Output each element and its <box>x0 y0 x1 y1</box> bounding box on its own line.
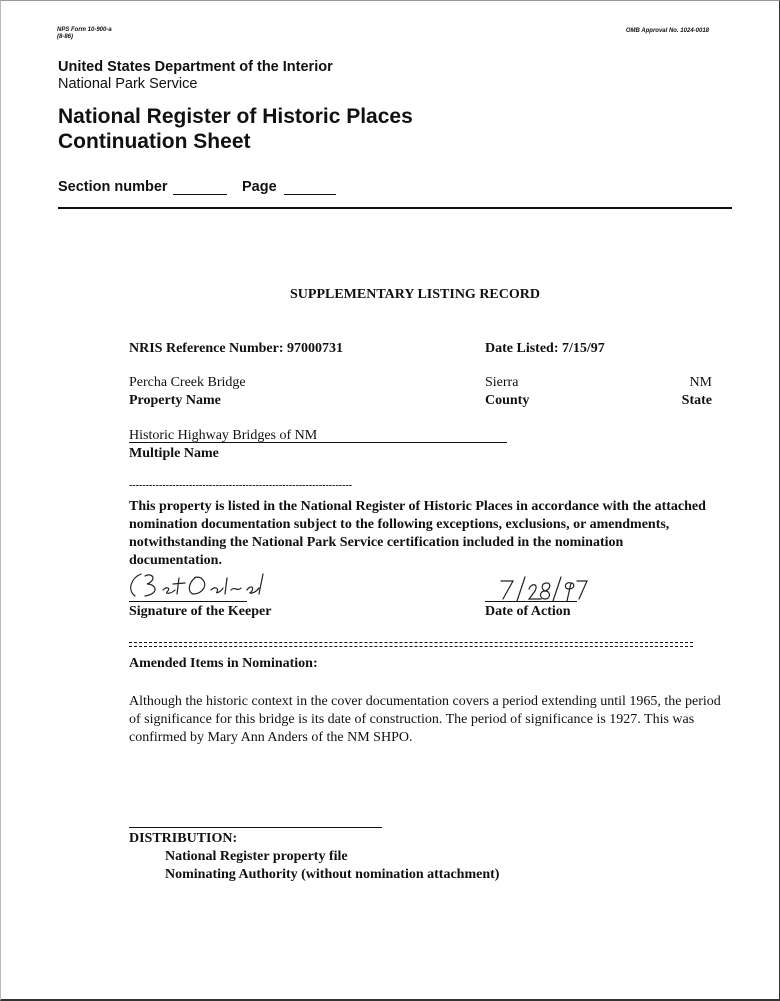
double-separator <box>129 642 693 647</box>
signature-label: Signature of the Keeper <box>129 604 272 619</box>
county-value: Sierra <box>485 375 519 390</box>
date-listed: Date Listed: 7/15/97 <box>485 341 605 356</box>
multiple-name-label: Multiple Name <box>129 446 219 461</box>
multiple-name-underline <box>129 442 507 443</box>
state-label: State <box>681 393 712 408</box>
distribution-item: Nominating Authority (without nomination attachment) <box>165 867 500 882</box>
property-name-value: Percha Creek Bridge <box>129 375 246 390</box>
amended-items-label: Amended Items in Nomination: <box>129 656 318 671</box>
department-name: United States Department of the Interior <box>58 59 333 75</box>
record-heading: SUPPLEMENTARY LISTING RECORD <box>290 287 540 302</box>
nris-reference: NRIS Reference Number: 97000731 <box>129 341 343 356</box>
amended-items-text: Although the historic context in the cover documentation covers a period extending until 1965, the period of significance for this bridge is its date of construction. The period of significance is 1927. This was confirmed by Mary Ann Anders of the NM SHPO. <box>129 694 721 745</box>
distribution-label: DISTRIBUTION: <box>129 831 238 846</box>
page-number-field <box>284 194 336 195</box>
agency-name: National Park Service <box>58 76 198 92</box>
form-number-line: NPS Form 10-900-a <box>57 27 112 33</box>
form-number <box>57 27 112 41</box>
keeper-signature <box>123 566 283 606</box>
header-divider <box>58 207 732 209</box>
property-name-label: Property Name <box>129 393 221 408</box>
date-line <box>485 601 577 602</box>
section-number-label: Section number <box>58 179 168 195</box>
date-of-action-label: Date of Action <box>485 604 571 619</box>
dashed-separator: ------------------------------------------------------------------- <box>129 480 353 491</box>
signature-line <box>129 601 247 602</box>
omb-approval: OMB Approval No. 1024-0018 <box>625 28 709 34</box>
form-title: National Register of Historic Places <box>58 105 413 128</box>
state-value: NM <box>689 375 712 390</box>
listing-statement: This property is listed in the National Register of Historic Places in accordance with the attached nomination documentation subject to the following exceptions, exclusions, or amendments, notwithstanding the National Park Service certification included in the nomination documentation. <box>129 499 706 568</box>
distribution-item: National Register property file <box>165 849 348 864</box>
page-label: Page <box>242 179 277 195</box>
form-subtitle: Continuation Sheet <box>58 130 251 153</box>
multiple-name-value: Historic Highway Bridges of NM <box>129 428 318 443</box>
section-number-field <box>173 194 227 195</box>
distribution-rule <box>129 827 382 828</box>
county-label: County <box>485 393 530 408</box>
form-revision-line: (8-86) <box>57 34 74 40</box>
